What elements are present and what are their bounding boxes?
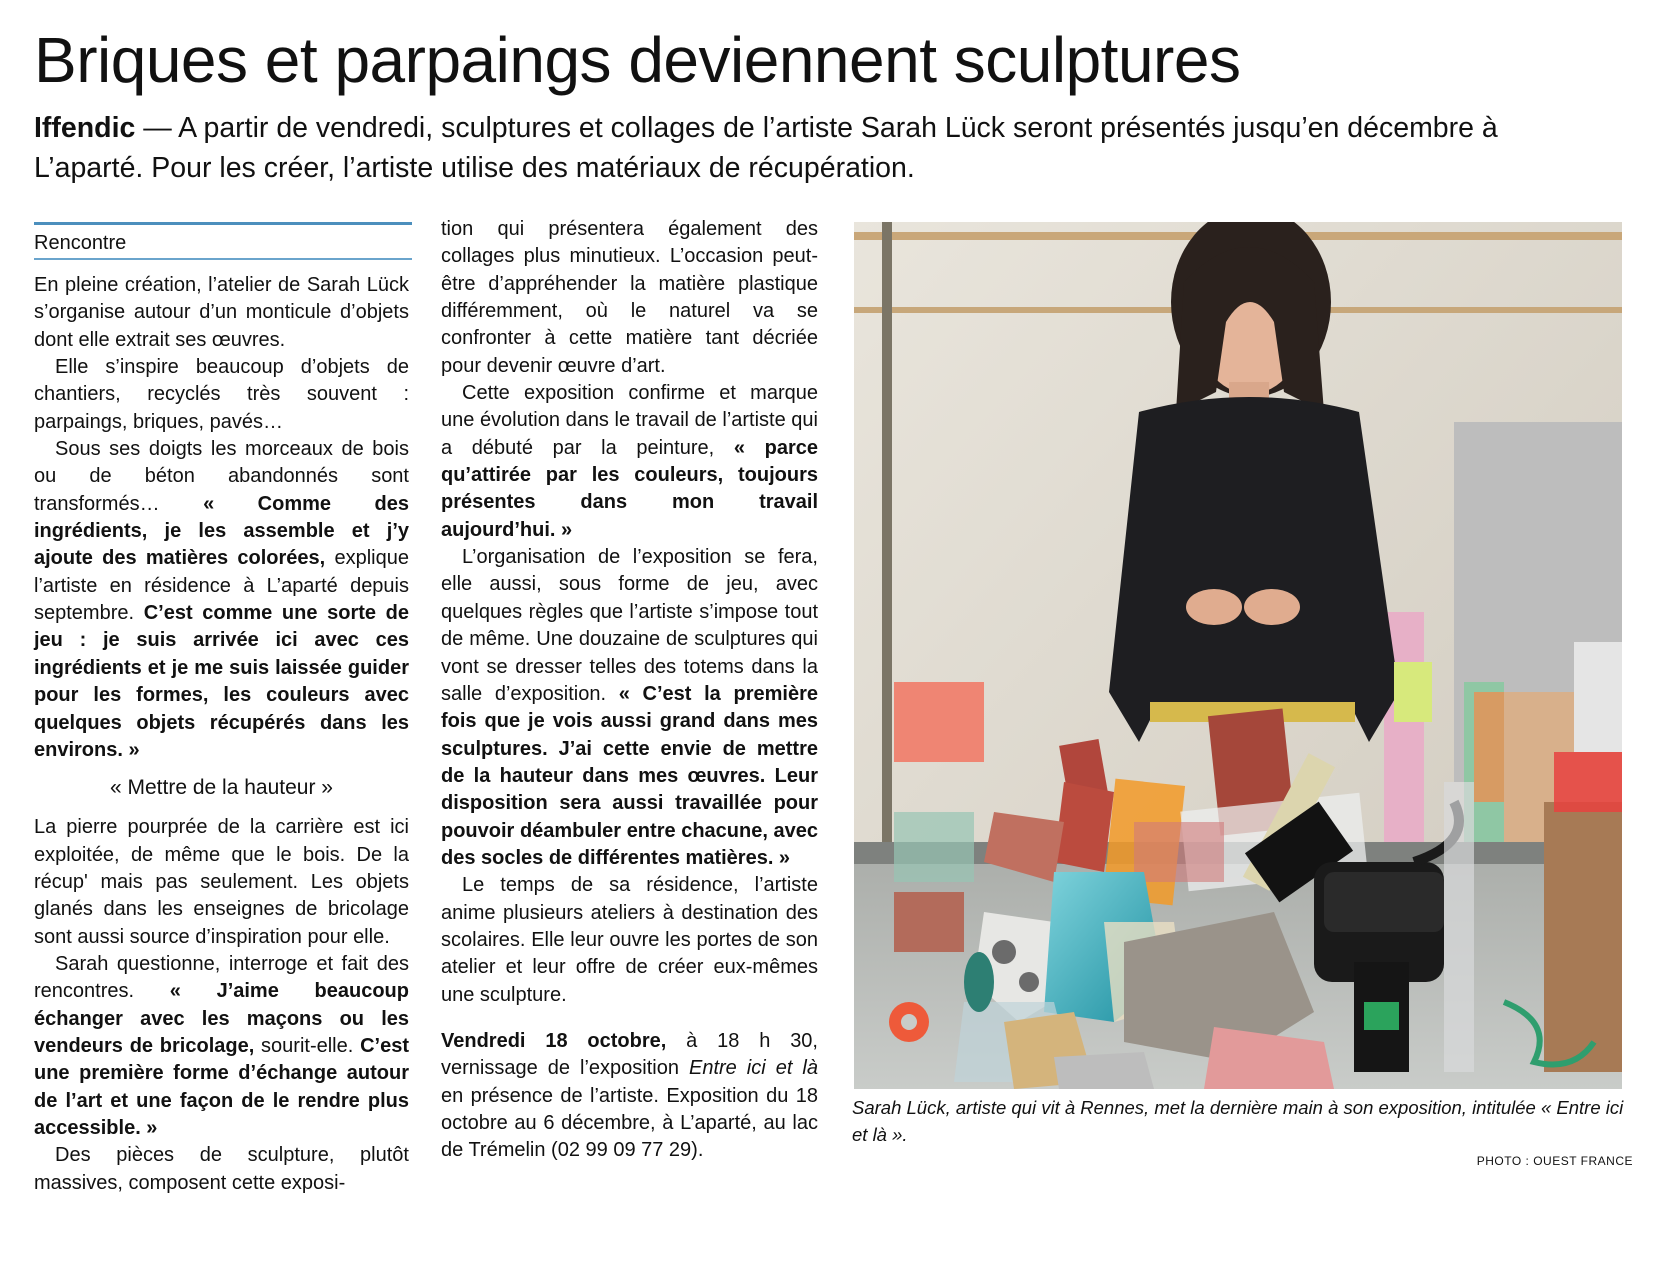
quote-bold: C’est comme une sorte de jeu : je suis arrivée ici avec ces ingrédients et je me suis laissée guider pour les formes, les couleurs avec quelques objets récupérés dans les environs. »	[34, 602, 410, 761]
quote-bold: « parce qu’attirée par les couleurs, toujours présentes dans mon travail aujourd’hui. »	[441, 436, 818, 541]
text-run: Cette exposition confirme et marque une évolution dans le travail de l’artiste qui a débuté par la peinture,	[441, 382, 818, 459]
text-run: explique l’artiste en résidence à L’aparté depuis septembre.	[34, 547, 409, 625]
quote-bold: « C’est la première fois que je vois aussi grand dans mes sculptures. J’ai cette envie de mettre de la hauteur dans mes œuvres. Leur disposition sera aussi travaillée pour pouvoir déambuler entre chacune, avec des socles de différentes matières. »	[441, 682, 818, 869]
paragraph	[34, 951, 409, 1142]
exhibition-title: Entre ici et là	[688, 1057, 818, 1080]
text-run: en présence de l’artiste. Exposition du 18 octobre au 6 décembre, à L’aparté, au lac de Trémelin (02 99 09 77 29).	[441, 1084, 818, 1162]
paragraph: Des pièces de sculpture, plutôt massives, composent cette exposi-	[34, 1144, 409, 1194]
dateline-location: Iffendic	[34, 112, 136, 144]
article-photo	[854, 222, 1622, 1089]
text-run: L’organisation de l’exposition se fera, elle aussi, sous forme de jeu, avec quelques règles que l’artiste s’impose tout de même. Une douzaine de sculptures qui vont se dresser telles des totems dans la salle d’exposition.	[441, 546, 818, 705]
event-info	[441, 1028, 818, 1165]
paragraph	[441, 380, 818, 544]
text-run: sourit-elle.	[254, 1034, 361, 1057]
paragraph	[34, 436, 409, 764]
paragraph	[441, 544, 818, 872]
text-run: à 18 h 30, vernissage de l’exposition	[441, 1029, 818, 1080]
paragraph: Le temps de sa résidence, l’artiste anime plusieurs ateliers à destination des scolaires. Elle leur ouvre les portes de son atelier et leur offre de créer eux-mêmes une sculpture.	[441, 874, 818, 1006]
paragraph: La pierre pourprée de la carrière est ici exploitée, de même que le bois. De la récup' mais pas seulement. Les objets glanés dans les enseignes de bricolage sont aussi source d’inspiration pour elle.	[34, 816, 409, 948]
photo-credit: PHOTO : OUEST FRANCE	[1476, 1154, 1633, 1168]
headline: Briques et parpaings deviennent sculptures	[34, 24, 1241, 96]
section-rubric	[34, 222, 412, 260]
rubric-label: Rencontre	[34, 232, 127, 254]
paragraph: En pleine création, l’atelier de Sarah Lück s’organise autour d’un monticule d’objets dont elle extrait ses œuvres.	[34, 274, 409, 351]
text-run: Sarah questionne, interroge et fait des rencontres.	[34, 952, 409, 1003]
photo-caption: Sarah Lück, artiste qui vit à Rennes, met la dernière main à son exposition, intitulée « Entre ici et là ».	[852, 1097, 1624, 1145]
event-date: Vendredi 18 octobre,	[441, 1029, 667, 1052]
paragraph: Elle s’inspire beaucoup d’objets de chantiers, recyclés très souvent : parpaings, briques, pavés…	[34, 356, 409, 433]
lead-paragraph	[34, 108, 1594, 188]
article-column-1	[34, 272, 409, 1197]
intertitle: « Mettre de la hauteur »	[110, 776, 333, 800]
quote-bold: « Comme des ingrédients, je les assemble et j’y ajoute des matières colorées,	[34, 492, 409, 570]
quote-bold: C’est une première forme d’échange autour de l’art et une façon de le rendre plus accessible. »	[34, 1034, 409, 1139]
photo-illustration	[854, 222, 1622, 1089]
lead-text: A partir de vendredi, sculptures et collages de l’artiste Sarah Lück seront présentés jusqu’en décembre à L’aparté. Pour les créer, l’artiste utilise des matériaux de récupération.	[34, 112, 1498, 184]
dateline-dash: —	[135, 112, 179, 144]
article-column-2	[441, 216, 818, 1165]
paragraph: tion qui présentera également des collages plus minutieux. L’occasion peut-être d’appréhender la matière plastique différemment, où le naturel va se confronter à cette matière tant décriée pour devenir œuvre d’art.	[441, 218, 818, 377]
text-run: Sous ses doigts les morceaux de bois ou de béton abandonnés sont transformés…	[34, 438, 409, 515]
quote-bold: « J’aime beaucoup échanger avec les maçons ou les vendeurs de bricolage,	[34, 980, 409, 1057]
